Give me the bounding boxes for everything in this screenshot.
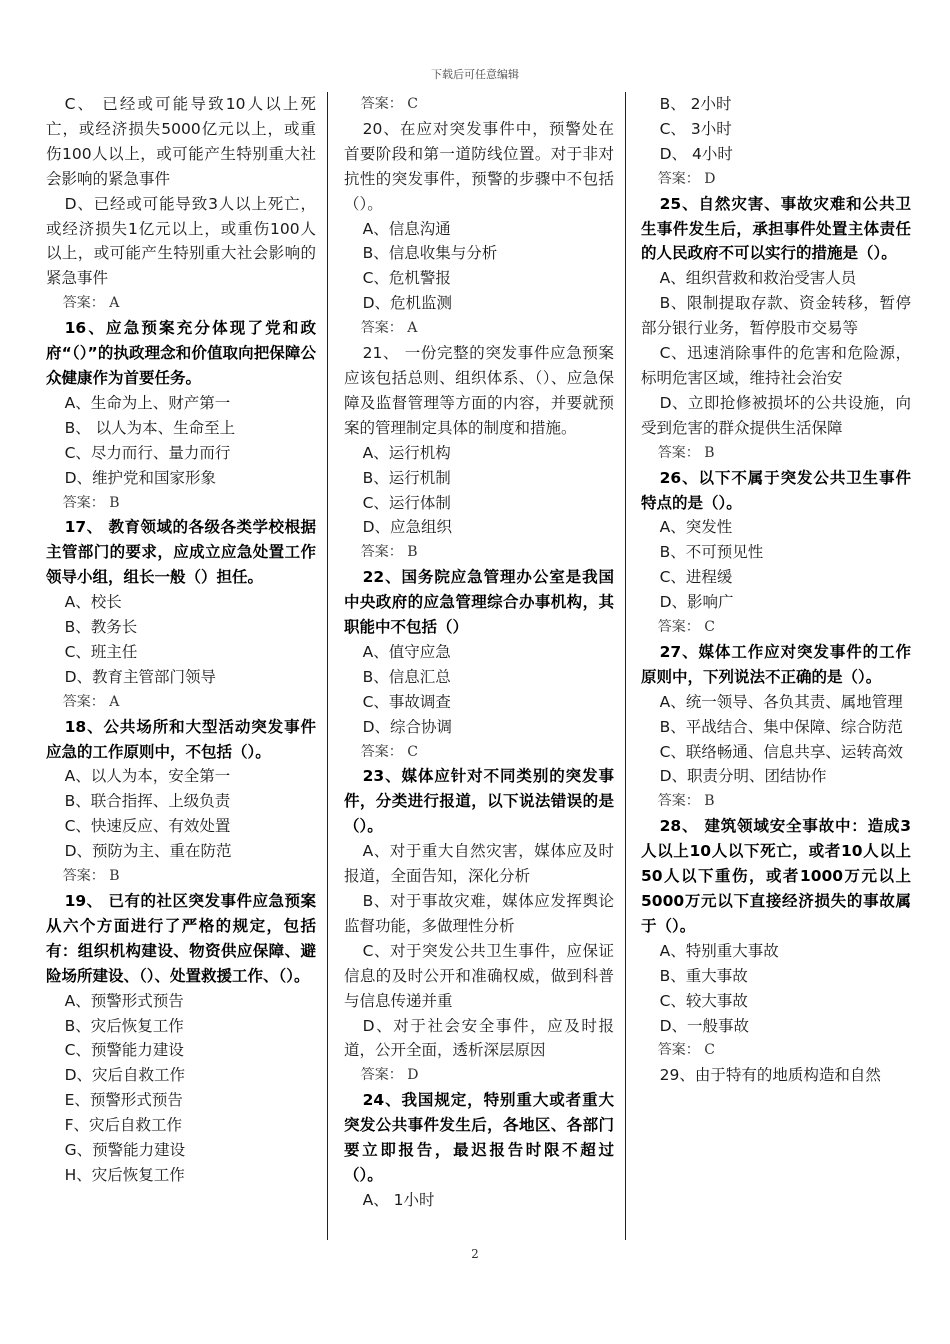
column-3 xyxy=(641,92,911,1088)
question-text: 27、媒体工作应对突发事件的工作原则中，下列说法不正确的是（）。 xyxy=(641,642,911,686)
question-text: 18、公共场所和大型活动突发事件应急的工作原则中，不包括（）。 xyxy=(46,717,316,761)
answer-line: 答案： C xyxy=(657,619,715,636)
body-text: C、班主任 xyxy=(64,642,138,661)
body-text: A、特别重大事故 xyxy=(659,941,779,960)
body-text: G、预警能力建设 xyxy=(64,1141,186,1160)
body-text: D、维护党和国家形象 xyxy=(64,468,217,487)
body-text: D、教育主管部门领导 xyxy=(64,667,217,686)
body-text: B、 以人为本、生命至上 xyxy=(64,418,236,437)
body-text: E、预警形式预告 xyxy=(64,1091,183,1110)
body-text: C、联络畅通、信息共享、运转高效 xyxy=(659,742,903,761)
body-text: D、一般事故 xyxy=(659,1016,750,1035)
body-text: C、预警能力建设 xyxy=(64,1041,184,1060)
body-text: D、灾后自救工作 xyxy=(64,1066,186,1085)
body-text: C、运行体制 xyxy=(362,493,451,512)
body-text: A、 1小时 xyxy=(362,1190,435,1209)
body-text: A、以人为本，安全第一 xyxy=(64,767,231,786)
body-text: D、对于社会安全事件，应及时报道，公开全面，透析深层原因 xyxy=(344,1016,614,1060)
question-text: 25、自然灾害、事故灾难和公共卫生事件发生后，承担事件处置主体责任的人民政府不可以实行的措施是（）。 xyxy=(641,194,911,263)
question-text: 17、 教育领域的各级各类学校根据主管部门的要求，应成立应急处置工作领导小组，组长一般（）担任。 xyxy=(46,518,316,587)
answer-line: 答案： B xyxy=(62,868,120,885)
body-text: C、 3小时 xyxy=(659,119,732,138)
body-text: D、已经或可能导致3人以上死亡，或经济损失1亿元以上，或重伤100人以上，或可能产生特别重大社会影响的紧急事件 xyxy=(46,194,316,288)
body-text: B、联合指挥、上级负责 xyxy=(64,792,231,811)
body-text: C、尽力而行、量力而行 xyxy=(64,443,231,462)
body-text: C、较大事故 xyxy=(659,991,748,1010)
answer-line: 答案： D xyxy=(657,170,716,187)
question-text: 28、 建筑领域安全事故中：造成3人以上10人以下死亡，或者10人以上50人以下重伤，或者1000万元以上5000万元以下直接经济损失的事故属于（）。 xyxy=(641,817,911,935)
answer-line: 答案： B xyxy=(360,544,418,561)
body-text: 29、由于特有的地质构造和自然 xyxy=(659,1066,881,1085)
body-text: D、 4小时 xyxy=(659,144,733,163)
question-text: 22、国务院应急管理办公室是我国中央政府的应急管理综合办事机构，其职能中不包括（） xyxy=(344,568,614,637)
answer-line: 答案： C xyxy=(360,743,418,760)
body-text: A、预警形式预告 xyxy=(64,991,184,1010)
body-text: D、立即抢修被损坏的公共设施，向受到危害的群众提供生活保障 xyxy=(641,393,911,437)
body-text: D、应急组织 xyxy=(362,518,453,537)
answer-line: 答案： C xyxy=(657,1042,715,1059)
question-text: 24、我国规定，特别重大或者重大突发公共事件发生后，各地区、各部门要立即报告，最迟报告时限不超过（）。 xyxy=(344,1091,614,1184)
body-text: D、危机监测 xyxy=(362,294,453,313)
body-text: A、生命为上、财产第一 xyxy=(64,393,231,412)
body-text: D、预防为主、重在防范 xyxy=(64,842,232,861)
body-text: A、对于重大自然灾害，媒体应及时报道，全面告知，深化分析 xyxy=(344,842,614,886)
body-text: B、重大事故 xyxy=(659,966,748,985)
body-text: C、迅速消除事件的危害和危险源，标明危害区域，维持社会治安 xyxy=(641,344,911,387)
question-text: 26、以下不属于突发公共卫生事件特点的是（）。 xyxy=(641,468,911,512)
body-text: 20、在应对突发事件中，预警处在首要阶段和第一道防线位置。对于非对抗性的突发事件，预警的步骤中不包括（）。 xyxy=(344,119,614,213)
body-text: B、运行机制 xyxy=(362,468,451,487)
body-text: A、校长 xyxy=(64,593,122,612)
body-text: C、 已经或可能导致10人以上死亡，或经济损失5000亿元以上，或重伤100人以上，或可能产生特别重大社会影响的紧急事件 xyxy=(46,95,316,188)
column-1 xyxy=(46,92,316,1188)
body-text: F、灾后自救工作 xyxy=(64,1116,183,1135)
column-2 xyxy=(344,92,614,1213)
body-text: 21、 一份完整的突发事件应急预案应该包括总则、组织体系、（）、应急保障及监督管理等方面的内容，并要就预案的管理制定具体的制度和措施。 xyxy=(344,344,614,437)
body-text: C、进程缓 xyxy=(659,568,733,587)
body-text: A、值守应急 xyxy=(362,642,451,661)
body-text: A、信息沟通 xyxy=(362,219,451,238)
page-number: 2 xyxy=(471,1247,479,1261)
body-text: C、事故调查 xyxy=(362,692,451,711)
body-text: D、影响广 xyxy=(659,593,734,612)
question-text: 19、 已有的社区突发事件应急预案从六个方面进行了严格的规定，包括有：组织机构建设、物资供应保障、避险场所建设、（）、处置救援工作、（）。 xyxy=(46,892,316,985)
answer-line: 答案： A xyxy=(62,693,120,710)
body-text: A、组织营救和救治受害人员 xyxy=(659,269,857,288)
body-text: C、危机警报 xyxy=(362,269,451,288)
body-text: B、对于事故灾难，媒体应发挥舆论监督功能，多做理性分析 xyxy=(344,892,614,935)
body-text: D、职责分明、团结协作 xyxy=(659,767,827,786)
body-text: B、不可预见性 xyxy=(659,543,764,562)
answer-line: 答案： B xyxy=(657,444,715,461)
answer-line: 答案： C xyxy=(360,96,418,112)
question-text: 16、应急预案充分体现了党和政府“（）”的执政理念和价值取向把保障公众健康作为首要任务。 xyxy=(46,319,316,387)
body-text: C、对于突发公共卫生事件，应保证信息的及时公开和准确权威，做到科普与信息传递并重 xyxy=(344,941,614,1010)
answer-line: 答案： A xyxy=(62,295,120,312)
body-text: B、信息收集与分析 xyxy=(362,244,498,263)
answer-line: 答案： B xyxy=(657,793,715,810)
body-text: B、 2小时 xyxy=(659,95,732,113)
page-header: 下载后可任意编辑 xyxy=(431,68,519,81)
body-text: D、综合协调 xyxy=(362,717,453,736)
answer-line: 答案： D xyxy=(360,1067,419,1084)
body-text: B、教务长 xyxy=(64,618,138,637)
body-text: A、运行机构 xyxy=(362,443,451,462)
body-text: B、灾后恢复工作 xyxy=(64,1016,184,1035)
answer-line: 答案： A xyxy=(360,320,418,337)
body-text: A、突发性 xyxy=(659,518,733,537)
column-divider xyxy=(327,92,328,1240)
body-text: B、限制提取存款、资金转移，暂停部分银行业务，暂停股市交易等 xyxy=(641,294,911,338)
column-divider xyxy=(625,92,626,1240)
body-text: H、灾后恢复工作 xyxy=(64,1165,185,1184)
body-text: A、统一领导、各负其责、属地管理 xyxy=(659,692,903,711)
body-text: C、快速反应、有效处置 xyxy=(64,817,231,836)
body-text: B、平战结合、集中保障、综合防范 xyxy=(659,717,903,736)
body-text: B、信息汇总 xyxy=(362,667,451,686)
answer-line: 答案： B xyxy=(62,494,120,511)
question-text: 23、媒体应针对不同类别的突发事件，分类进行报道，以下说法错误的是（）。 xyxy=(344,767,614,836)
